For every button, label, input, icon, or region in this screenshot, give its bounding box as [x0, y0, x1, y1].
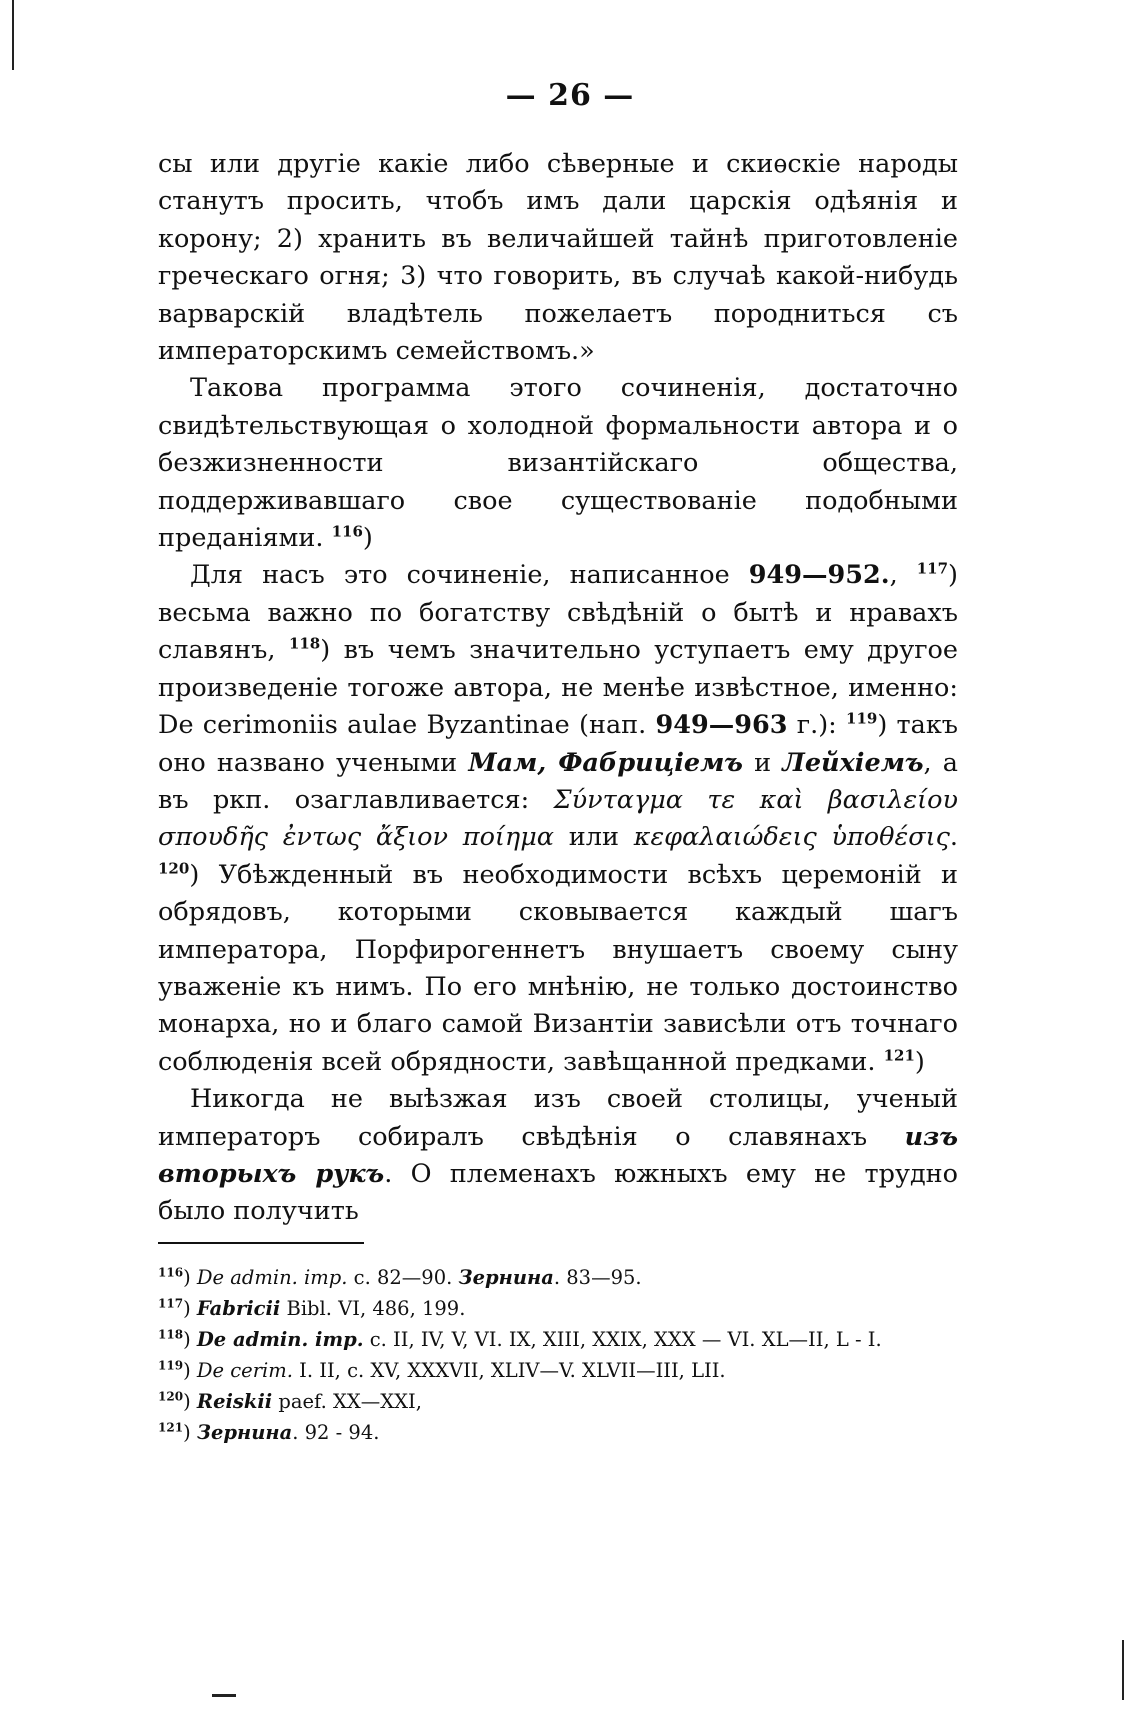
paragraph [158, 146, 958, 370]
footnote-reference: 117 [916, 559, 949, 578]
text-run: Никогда не выѣзжая изъ своей столицы, ученый императоръ собиралъ свѣдѣнія о славянахъ [158, 1084, 958, 1152]
bold-text: 949—952. [748, 560, 890, 591]
margin-mark-bottom [212, 1694, 236, 1697]
footnote-reference: 116 [331, 522, 363, 541]
footnote-divider [158, 1242, 364, 1244]
text-run: и [742, 747, 783, 778]
text-run: сы или другіе какіе либо сѣверные и скиѳскіе народы станутъ просить, чтобъ имъ дали царскія одѣянія и корону; 2) хранить въ величайшей тайнѣ приготовленіе греческаго огня; 3) что говорить, въ случаѣ какой-нибудь варварскій владѣтель пожелаетъ породниться съ императорскимъ семействомъ.» [158, 149, 958, 367]
text-run: Bibl. VI, 486, 199. [280, 1297, 466, 1320]
text-run: . 92 - 94. [292, 1421, 380, 1444]
italic-text: Σύνταγμα τε καὶ βασιλείου σπουδῆς ἐντως ἄξιον ποίημα [158, 784, 958, 853]
text-run: ) Убѣжденный въ необходимости всѣхъ церемоній и обрядовъ, которыми сковывается каждый шагъ императора, Порфирогеннетъ внушаетъ своему сыну уваженіе къ нимъ. По его мнѣнію, не только достоинство монарха, но и благо самой Византіи зависѣли отъ точнаго соблюденія всей обрядности, завѣщанной предками. [158, 859, 958, 1077]
text-run: . О племенахъ южныхъ ему не трудно было получить [158, 1158, 959, 1227]
footnote [158, 1386, 958, 1417]
paragraph [158, 557, 958, 1081]
text-run: ) весьма важно по богатству свѣдѣній о бытѣ и нравахъ славянъ, [158, 560, 958, 666]
text-run: paef. XX—XXI, [272, 1390, 422, 1413]
text-run: c. II, IV, V, VI. IX, XIII, XXIX, XXX — VI. XL—II, L - I. [363, 1328, 882, 1351]
footnote [158, 1417, 958, 1448]
footnote [158, 1293, 958, 1324]
footnote-number: 119 [158, 1358, 184, 1373]
italic-text: De cerim. [196, 1359, 293, 1382]
footnote-paren: ) [183, 1297, 197, 1320]
page-number: — 26 — [505, 78, 635, 113]
footnote-paren: ) [183, 1421, 197, 1444]
footnote-paren: ) [183, 1328, 197, 1351]
text-run: или [553, 822, 634, 853]
footnote-number: 120 [158, 1389, 184, 1404]
paragraph [158, 370, 958, 557]
italic-text: κεφαλαιώδεις ὑποθέσις [633, 822, 950, 853]
footnote-reference: 121 [883, 1046, 915, 1065]
footnote-paren: ) [183, 1390, 197, 1413]
emphasis-text: Зернина [458, 1266, 554, 1289]
text-run: ) такъ оно названо учеными [158, 710, 959, 778]
emphasis-text: Fabricii [196, 1297, 281, 1320]
emphasis-text: изъ вторыхъ рукъ [158, 1121, 958, 1189]
footnote-reference: 119 [846, 709, 878, 728]
emphasis-text: Лейхіемъ [782, 747, 924, 778]
footnotes [158, 1262, 958, 1448]
text-run: I. II, c. XV, XXXVII, XLIV—V. XLVII—III, LII. [292, 1359, 726, 1382]
text-run: ) [362, 523, 373, 554]
text-run: . [949, 822, 958, 853]
footnote [158, 1324, 958, 1355]
footnote-number: 117 [158, 1296, 184, 1311]
emphasis-text: Зернина [196, 1421, 293, 1444]
text-run: г.): [787, 710, 847, 741]
footnote-paren: ) [183, 1266, 197, 1289]
text-run: . 83—95. [553, 1266, 642, 1289]
emphasis-text: Мам, Фабриціемъ [468, 747, 743, 778]
footnote [158, 1262, 958, 1293]
footnote-number: 118 [158, 1327, 184, 1342]
text-run: ) [914, 1046, 925, 1077]
text-run: c. 82—90. [347, 1266, 459, 1289]
text-run: , [889, 560, 917, 591]
margin-mark-right [1122, 1640, 1124, 1700]
footnote-reference: 120 [158, 859, 190, 878]
margin-line-left [12, 0, 14, 70]
text-run: , а въ ркп. озаглавливается: [158, 747, 958, 815]
text-run: Такова программа этого сочиненія, достаточно свидѣтельствующая о холодной формальности автора и о безжизненности византійскаго общества, поддерживавшаго свое существованіе подобными преданіями. [158, 373, 958, 554]
emphasis-text: De admin. imp. [196, 1328, 364, 1351]
footnote-number: 116 [158, 1265, 184, 1280]
footnote [158, 1355, 958, 1386]
bold-text: 949—963 [655, 710, 788, 741]
main-text [158, 146, 958, 1231]
text-run: Для насъ это сочиненіе, написанное [190, 560, 749, 591]
emphasis-text: Reiskii [196, 1390, 273, 1413]
footnote-reference: 118 [288, 634, 321, 653]
footnote-number: 121 [158, 1420, 184, 1435]
paragraph [158, 1081, 958, 1231]
text-run: ) въ чемъ значительно уступаетъ ему другое произведеніе тогоже автора, не менѣе извѣстное, именно: De cerimoniis aulae Byzantinae (нап. [158, 635, 958, 741]
footnote-paren: ) [183, 1359, 197, 1382]
italic-text: De admin. imp. [196, 1266, 348, 1289]
